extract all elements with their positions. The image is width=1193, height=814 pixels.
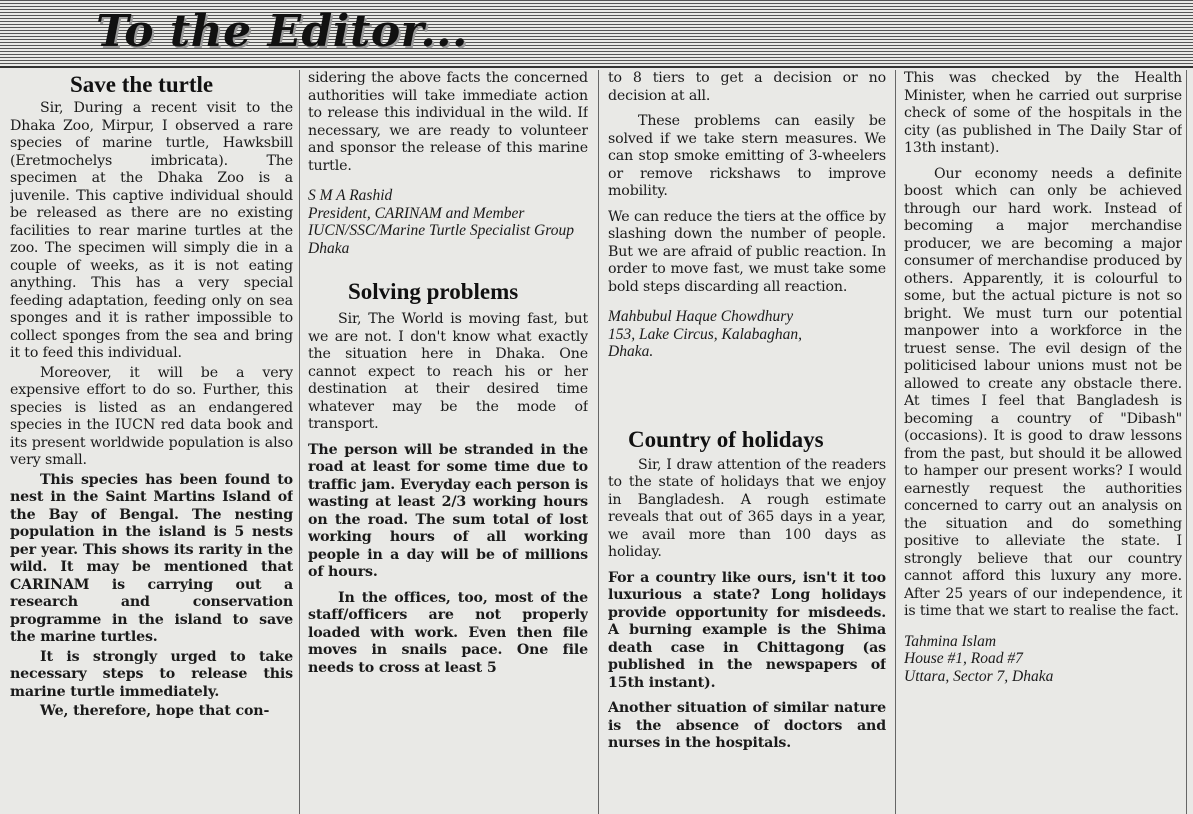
signature-line: IUCN/SSC/Marine Turtle Specialist Group (308, 222, 574, 239)
masthead-banner (0, 0, 1193, 68)
letter2-paragraph-continued: to 8 tiers to get a decision or no decision at all. (608, 70, 886, 104)
letter2-signature (608, 308, 886, 361)
letter3-paragraph-continued: This was checked by the Health Minister, when he carried out surprise check of some of the hospitals in the city (as published in The Daily Star of 13th instant). (904, 70, 1182, 156)
column-divider (299, 70, 300, 814)
letter2-paragraph: These problems can easily be solved if we take stern measures. We can stop smoke emitting of 3-wheelers or remove rickshaws to improve mobility. (608, 113, 886, 199)
letter1-paragraph: Sir, During a recent visit to the Dhaka Zoo, Mirpur, I observed a rare species of marine turtle, Hawksbill (Eretmochelys imbricata). The specimen at the Dhaka Zoo is a juvenile. This captive individual should be released as there are no existing facilities to rear marine turtles at the zoo. The specimen will simply die in a couple of weeks, as it is not eating anything. This has a very special feeding adaptation, feeding only on sea sponges and it is rather impossible to collect sponges from the sea and bring it to feed this individual. (10, 100, 293, 361)
letter1-paragraph: We, therefore, hope that con- (40, 703, 270, 719)
letter1-paragraph: It is strongly urged to take necessary steps to release this marine turtle immediately. (10, 648, 293, 700)
letter1-paragraph: Moreover, it will be a very expensive effort to do so. Further, this species is listed as an endangered species in the IUCN red data book and its present worldwide population is also very small. (10, 364, 293, 468)
signature-line: President, CARINAM and Member (308, 204, 525, 222)
column-divider (895, 70, 896, 814)
letter2-paragraph: In the offices, too, most of the staff/officers are not properly loaded with work. Even then file moves in snails pace. One file needs to cross at least 5 (308, 589, 588, 676)
letter3-paragraph: Our economy needs a definite boost which can only be achieved through our hard work. Instead of becoming a major merchandise producer, we are becoming a major consumer of merchandise produced by others. Apparently, it is colourful to some, but the actual picture is not so bright. We must turn our potential manpower into a workforce in the truest sense. The evil design of the politicised labour unions must not be allowed to create any obstacle there. At times I feel that Bangladesh is becoming a country of "Dibash" (occasions). It is good to draw lessons from the past, but should it be allowed to hamper our present works? I would earnestly request the authorities concerned to carry out an analysis on the situation and do something positive to alleviate the state. I strongly believe that our country cannot afford this luxury any more. After 25 years of our independence, it is time that we start to realise the fact. (904, 165, 1182, 619)
letter3-paragraph: Sir, I draw attention of the readers to the state of holidays that we enjoy in Bangladesh. A rough estimate reveals that out of 365 days in a year, we avail more than 100 days as holiday. (608, 456, 886, 560)
column-2 (308, 70, 588, 814)
letter3-paragraph: Another situation of similar nature is the absence of doctors and nurses in the hospitals. (608, 700, 886, 751)
column-3 (608, 70, 886, 814)
headline-country-of-holidays: Country of holidays (628, 426, 824, 452)
letter3-signature (904, 633, 1182, 686)
letter2-paragraph: Sir, The World is moving fast, but we are not. I don't know what exactly the situation here in Dhaka. One cannot expect to reach his or her destination at their desired time whatever may be the mode of transport. (308, 311, 588, 432)
signature-line: Dhaka (308, 239, 350, 257)
signature-line: Uttara, Sector 7, Dhaka (904, 667, 1054, 685)
column-divider (1186, 70, 1187, 814)
signature-line: House #1, Road #7 (904, 650, 1023, 667)
column-4 (904, 70, 1182, 814)
letter1-paragraph: This species has been found to nest in the Saint Martins Island of the Bay of Bengal. The nesting population in the island is 5 nests per year. This shows its rarity in the wild. It may be mentioned that CARINAM is carrying out a research and conservation programme in the island to save the marine turtles. (10, 471, 293, 645)
letter2-paragraph: The person will be stranded in the road at least for some time due to traffic jam. Everyday each person is wasting at least 2/3 working hours on the road. The sum total of lost working hours of all working people in a day will be of millions of hours. (308, 441, 588, 580)
signature-line: Tahmina Islam (904, 632, 997, 650)
signature-line: S M A Rashid (308, 187, 393, 204)
signature-line: Mahbubul Haque Chowdhury (608, 308, 794, 325)
headline-save-the-turtle: Save the turtle (70, 72, 214, 97)
signature-line: 153, Lake Circus, Kalabaghan, (608, 325, 803, 343)
column-1 (10, 70, 293, 814)
letter1-signature (308, 187, 588, 257)
signature-line: Dhaka. (608, 343, 654, 360)
headline-solving-problems: Solving problems (348, 279, 519, 304)
letter2-paragraph: We can reduce the tiers at the office by slashing down the number of people. But we are afraid of public reaction. In order to move fast, we must take some bold steps discarding all reaction. (608, 208, 886, 295)
column-divider (598, 70, 599, 814)
letter1-paragraph-continued: sidering the above facts the concerned authorities will take immediate action to release this individual in the wild. If necessary, we are ready to volunteer and sponsor the release of this marine turtle. (308, 70, 588, 174)
letter3-paragraph: For a country like ours, isn't it too luxurious a state? Long holidays provide opportunity for misdeeds. A burning example is the Shima death case in Chittagong (as published in the newspapers of 15th instant). (608, 569, 886, 691)
section-title: To the Editor... (96, 6, 468, 57)
